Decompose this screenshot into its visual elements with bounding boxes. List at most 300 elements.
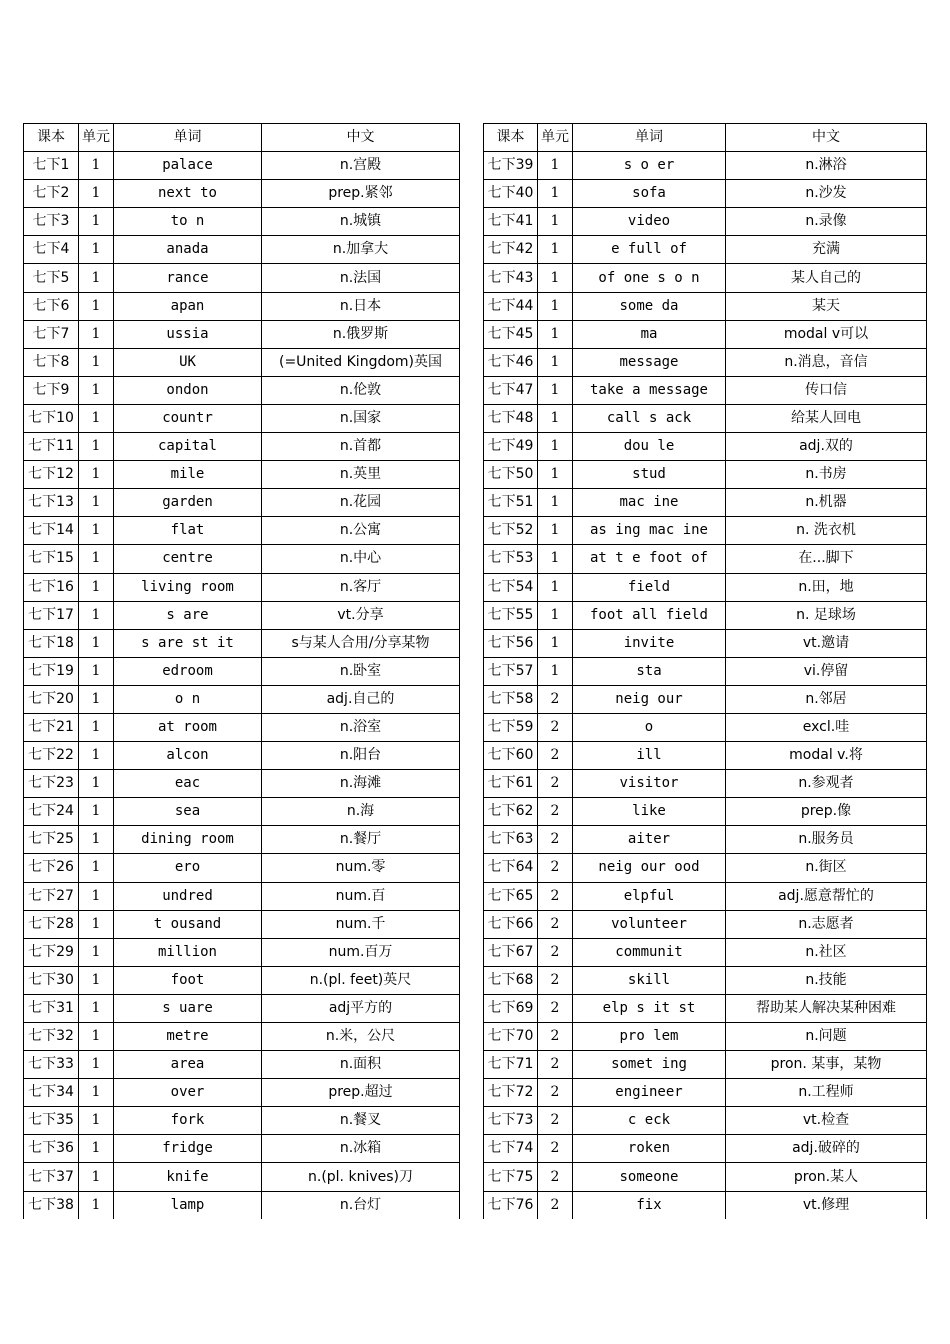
cell-word: foot all field (573, 601, 726, 629)
cell-unit: 2 (538, 713, 573, 741)
cell-unit: 1 (79, 882, 114, 910)
table-row (484, 1107, 927, 1135)
cell-word: e full of (573, 236, 726, 264)
table-row (484, 236, 927, 264)
cell-word: o n (114, 685, 262, 713)
cell-word: ill (573, 742, 726, 770)
cell-chinese: 充满 (726, 236, 927, 264)
cell-unit: 2 (538, 1135, 573, 1163)
cell-chinese: num.百万 (262, 938, 460, 966)
cell-word: neig our (573, 685, 726, 713)
cell-word: ero (114, 854, 262, 882)
cell-book: 七下29 (24, 938, 79, 966)
cell-word: dou le (573, 433, 726, 461)
table-row (24, 1023, 460, 1051)
cell-book: 七下37 (24, 1163, 79, 1191)
table-row (484, 798, 927, 826)
cell-book: 七下19 (24, 657, 79, 685)
cell-chinese: adj.双的 (726, 433, 927, 461)
cell-unit: 1 (538, 433, 573, 461)
cell-chinese: (=United Kingdom)英国 (262, 348, 460, 376)
cell-book: 七下75 (484, 1163, 538, 1191)
cell-book: 七下14 (24, 517, 79, 545)
table-row (484, 264, 927, 292)
cell-book: 七下74 (484, 1135, 538, 1163)
cell-chinese: prep.超过 (262, 1079, 460, 1107)
table-row (484, 152, 927, 180)
cell-unit: 1 (538, 264, 573, 292)
cell-chinese: n.法国 (262, 264, 460, 292)
header-chinese: 中文 (262, 124, 460, 152)
cell-book: 七下52 (484, 517, 538, 545)
cell-chinese: n.阳台 (262, 742, 460, 770)
cell-word: take a message (573, 376, 726, 404)
cell-unit: 1 (538, 601, 573, 629)
table-row (24, 770, 460, 798)
cell-word: lamp (114, 1191, 262, 1219)
cell-unit: 1 (538, 404, 573, 432)
table-row (24, 264, 460, 292)
cell-word: elpful (573, 882, 726, 910)
cell-word: o (573, 713, 726, 741)
cell-unit: 1 (79, 404, 114, 432)
table-row (484, 517, 927, 545)
cell-word: someone (573, 1163, 726, 1191)
cell-chinese: pron. 某事，某物 (726, 1051, 927, 1079)
table-row (24, 152, 460, 180)
cell-chinese: n.技能 (726, 966, 927, 994)
cell-unit: 1 (79, 629, 114, 657)
table-row (24, 1135, 460, 1163)
cell-book: 七下38 (24, 1191, 79, 1219)
cell-book: 七下24 (24, 798, 79, 826)
table-row (24, 1107, 460, 1135)
cell-chinese: n.俄罗斯 (262, 320, 460, 348)
cell-unit: 2 (538, 1191, 573, 1219)
cell-chinese: 某天 (726, 292, 927, 320)
cell-unit: 1 (79, 770, 114, 798)
cell-unit: 1 (79, 292, 114, 320)
cell-chinese: vi.停留 (726, 657, 927, 685)
table-row (484, 208, 927, 236)
cell-chinese: n.淋浴 (726, 152, 927, 180)
cell-chinese: n.问题 (726, 1023, 927, 1051)
cell-chinese: 某人自己的 (726, 264, 927, 292)
cell-book: 七下34 (24, 1079, 79, 1107)
cell-book: 七下41 (484, 208, 538, 236)
cell-chinese: n.沙发 (726, 180, 927, 208)
table-row (484, 573, 927, 601)
cell-word: volunteer (573, 910, 726, 938)
table-row (484, 657, 927, 685)
cell-unit: 2 (538, 798, 573, 826)
cell-word: like (573, 798, 726, 826)
cell-book: 七下43 (484, 264, 538, 292)
cell-word: at room (114, 713, 262, 741)
cell-unit: 1 (538, 657, 573, 685)
cell-unit: 1 (79, 1079, 114, 1107)
cell-unit: 2 (538, 854, 573, 882)
cell-unit: 1 (79, 938, 114, 966)
table-row (484, 742, 927, 770)
cell-unit: 1 (79, 657, 114, 685)
cell-unit: 1 (79, 320, 114, 348)
cell-word: pro lem (573, 1023, 726, 1051)
cell-word: c eck (573, 1107, 726, 1135)
table-row (484, 826, 927, 854)
table-row (24, 966, 460, 994)
cell-chinese: n. 洗衣机 (726, 517, 927, 545)
cell-chinese: n.参观者 (726, 770, 927, 798)
cell-unit: 1 (79, 348, 114, 376)
table-body-right (484, 152, 927, 1219)
cell-unit: 2 (538, 770, 573, 798)
cell-unit: 1 (79, 910, 114, 938)
cell-word: foot (114, 966, 262, 994)
cell-unit: 2 (538, 685, 573, 713)
cell-word: somet ing (573, 1051, 726, 1079)
table-row (484, 320, 927, 348)
cell-word: metre (114, 1023, 262, 1051)
cell-unit: 2 (538, 882, 573, 910)
cell-chinese: n.城镇 (262, 208, 460, 236)
cell-chinese: n.(pl. knives)刀 (262, 1163, 460, 1191)
cell-chinese: n. 足球场 (726, 601, 927, 629)
cell-chinese: n.餐叉 (262, 1107, 460, 1135)
cell-book: 七下13 (24, 489, 79, 517)
cell-book: 七下58 (484, 685, 538, 713)
cell-word: area (114, 1051, 262, 1079)
cell-unit: 1 (79, 517, 114, 545)
cell-chinese: vt.检查 (726, 1107, 927, 1135)
cell-unit: 1 (538, 461, 573, 489)
table-row (24, 910, 460, 938)
cell-book: 七下57 (484, 657, 538, 685)
table-row (24, 1191, 460, 1219)
table-row (484, 1051, 927, 1079)
cell-unit: 1 (79, 742, 114, 770)
cell-unit: 2 (538, 994, 573, 1022)
cell-chinese: modal v可以 (726, 320, 927, 348)
cell-word: visitor (573, 770, 726, 798)
cell-word: of one s o n (573, 264, 726, 292)
cell-unit: 1 (79, 461, 114, 489)
cell-word: ondon (114, 376, 262, 404)
cell-chinese: adj.愿意帮忙的 (726, 882, 927, 910)
cell-unit: 2 (538, 1079, 573, 1107)
cell-word: palace (114, 152, 262, 180)
cell-word: aiter (573, 826, 726, 854)
cell-word: edroom (114, 657, 262, 685)
cell-chinese: n.花园 (262, 489, 460, 517)
cell-unit: 1 (538, 545, 573, 573)
cell-book: 七下18 (24, 629, 79, 657)
table-row (484, 713, 927, 741)
cell-unit: 1 (538, 320, 573, 348)
cell-word: fork (114, 1107, 262, 1135)
cell-chinese: n.冰箱 (262, 1135, 460, 1163)
cell-unit: 1 (79, 1023, 114, 1051)
table-row (24, 292, 460, 320)
table-row (484, 1079, 927, 1107)
cell-unit: 1 (79, 994, 114, 1022)
cell-word: elp s it st (573, 994, 726, 1022)
table-row (24, 854, 460, 882)
cell-unit: 1 (538, 180, 573, 208)
cell-chinese: n.中心 (262, 545, 460, 573)
cell-word: to n (114, 208, 262, 236)
cell-word: centre (114, 545, 262, 573)
table-row (484, 545, 927, 573)
cell-book: 七下71 (484, 1051, 538, 1079)
cell-word: apan (114, 292, 262, 320)
cell-unit: 2 (538, 1107, 573, 1135)
cell-chinese: n.工程师 (726, 1079, 927, 1107)
table-row (24, 601, 460, 629)
cell-book: 七下5 (24, 264, 79, 292)
cell-book: 七下2 (24, 180, 79, 208)
header-word: 单词 (573, 124, 726, 152)
cell-book: 七下54 (484, 573, 538, 601)
cell-chinese: n.田，地 (726, 573, 927, 601)
cell-word: sofa (573, 180, 726, 208)
cell-unit: 1 (79, 489, 114, 517)
cell-book: 七下56 (484, 629, 538, 657)
cell-book: 七下49 (484, 433, 538, 461)
cell-chinese: pron.某人 (726, 1163, 927, 1191)
cell-word: knife (114, 1163, 262, 1191)
cell-chinese: modal v.将 (726, 742, 927, 770)
cell-book: 七下60 (484, 742, 538, 770)
cell-word: mac ine (573, 489, 726, 517)
cell-word: living room (114, 573, 262, 601)
vocab-table-right (483, 123, 927, 1219)
cell-book: 七下1 (24, 152, 79, 180)
cell-word: stud (573, 461, 726, 489)
table-row (24, 994, 460, 1022)
table-row (24, 882, 460, 910)
cell-book: 七下21 (24, 713, 79, 741)
cell-book: 七下6 (24, 292, 79, 320)
table-row (484, 1163, 927, 1191)
table-row (24, 517, 460, 545)
cell-book: 七下22 (24, 742, 79, 770)
cell-unit: 1 (79, 545, 114, 573)
table-row (24, 798, 460, 826)
cell-unit: 1 (538, 348, 573, 376)
cell-book: 七下65 (484, 882, 538, 910)
cell-chinese: vt.修理 (726, 1191, 927, 1219)
table-row (484, 910, 927, 938)
cell-word: invite (573, 629, 726, 657)
cell-unit: 1 (79, 966, 114, 994)
cell-unit: 1 (79, 573, 114, 601)
cell-word: s o er (573, 152, 726, 180)
cell-word: million (114, 938, 262, 966)
table-row (24, 742, 460, 770)
cell-book: 七下4 (24, 236, 79, 264)
cell-chinese: n.街区 (726, 854, 927, 882)
cell-chinese: vt.分享 (262, 601, 460, 629)
header-book: 课本 (24, 124, 79, 152)
table-row (24, 629, 460, 657)
cell-book: 七下66 (484, 910, 538, 938)
cell-unit: 1 (538, 629, 573, 657)
cell-book: 七下69 (484, 994, 538, 1022)
cell-unit: 2 (538, 1051, 573, 1079)
cell-unit: 1 (79, 236, 114, 264)
cell-book: 七下40 (484, 180, 538, 208)
cell-word: next to (114, 180, 262, 208)
cell-book: 七下42 (484, 236, 538, 264)
cell-book: 七下53 (484, 545, 538, 573)
table-row (24, 489, 460, 517)
cell-word: ussia (114, 320, 262, 348)
cell-book: 七下23 (24, 770, 79, 798)
cell-book: 七下27 (24, 882, 79, 910)
table-row (484, 433, 927, 461)
header-chinese: 中文 (726, 124, 927, 152)
cell-chinese: n.录像 (726, 208, 927, 236)
cell-chinese: n.浴室 (262, 713, 460, 741)
table-row (24, 938, 460, 966)
cell-chinese: n.书房 (726, 461, 927, 489)
cell-chinese: n.伦敦 (262, 376, 460, 404)
cell-unit: 1 (538, 573, 573, 601)
table-row (484, 461, 927, 489)
cell-chinese: n.海滩 (262, 770, 460, 798)
table-row (484, 770, 927, 798)
header-row (24, 124, 460, 152)
cell-word: over (114, 1079, 262, 1107)
cell-chinese: adj.自己的 (262, 685, 460, 713)
cell-chinese: num.千 (262, 910, 460, 938)
cell-chinese: n.日本 (262, 292, 460, 320)
table-row (24, 180, 460, 208)
cell-book: 七下48 (484, 404, 538, 432)
cell-unit: 1 (79, 1163, 114, 1191)
cell-unit: 1 (79, 152, 114, 180)
cell-chinese: n.机器 (726, 489, 927, 517)
cell-book: 七下28 (24, 910, 79, 938)
cell-chinese: adj.破碎的 (726, 1135, 927, 1163)
cell-chinese: n.宫殿 (262, 152, 460, 180)
table-row (24, 713, 460, 741)
cell-word: alcon (114, 742, 262, 770)
table-row (24, 573, 460, 601)
cell-unit: 2 (538, 938, 573, 966)
cell-chinese: n.加拿大 (262, 236, 460, 264)
cell-book: 七下33 (24, 1051, 79, 1079)
cell-chinese: num.零 (262, 854, 460, 882)
header-unit: 单元 (538, 124, 573, 152)
cell-chinese: vt.邀请 (726, 629, 927, 657)
cell-chinese: n.客厅 (262, 573, 460, 601)
table-row (24, 545, 460, 573)
cell-word: dining room (114, 826, 262, 854)
cell-chinese: prep.紧邻 (262, 180, 460, 208)
cell-word: call s ack (573, 404, 726, 432)
cell-chinese: excl.哇 (726, 713, 927, 741)
cell-word: undred (114, 882, 262, 910)
table-row (484, 938, 927, 966)
cell-book: 七下17 (24, 601, 79, 629)
cell-unit: 1 (79, 1191, 114, 1219)
cell-unit: 1 (538, 489, 573, 517)
cell-word: countr (114, 404, 262, 432)
cell-book: 七下76 (484, 1191, 538, 1219)
cell-unit: 1 (538, 517, 573, 545)
cell-book: 七下59 (484, 713, 538, 741)
cell-unit: 2 (538, 1163, 573, 1191)
cell-unit: 1 (79, 180, 114, 208)
cell-book: 七下55 (484, 601, 538, 629)
table-body-left (24, 152, 460, 1219)
cell-chinese: n.消息，音信 (726, 348, 927, 376)
cell-book: 七下11 (24, 433, 79, 461)
cell-chinese: n.海 (262, 798, 460, 826)
cell-book: 七下12 (24, 461, 79, 489)
table-row (484, 854, 927, 882)
table-row (24, 208, 460, 236)
cell-word: communit (573, 938, 726, 966)
cell-word: field (573, 573, 726, 601)
cell-book: 七下63 (484, 826, 538, 854)
table-row (24, 461, 460, 489)
cell-chinese: n.志愿者 (726, 910, 927, 938)
cell-unit: 1 (538, 292, 573, 320)
header-word: 单词 (114, 124, 262, 152)
cell-book: 七下20 (24, 685, 79, 713)
cell-chinese: n.首都 (262, 433, 460, 461)
cell-chinese: n.国家 (262, 404, 460, 432)
cell-word: sta (573, 657, 726, 685)
cell-book: 七下45 (484, 320, 538, 348)
cell-unit: 2 (538, 966, 573, 994)
cell-word: sea (114, 798, 262, 826)
table-row (24, 1051, 460, 1079)
cell-chinese: num.百 (262, 882, 460, 910)
cell-unit: 1 (79, 208, 114, 236)
cell-book: 七下30 (24, 966, 79, 994)
cell-word: at t e foot of (573, 545, 726, 573)
cell-unit: 1 (538, 236, 573, 264)
cell-word: eac (114, 770, 262, 798)
cell-unit: 1 (79, 826, 114, 854)
vocab-table-left (23, 123, 460, 1219)
table-row (484, 376, 927, 404)
cell-chinese: 帮助某人解决某种困难 (726, 994, 927, 1022)
cell-chinese: n.英里 (262, 461, 460, 489)
table-row (24, 236, 460, 264)
cell-book: 七下44 (484, 292, 538, 320)
cell-chinese: 给某人回电 (726, 404, 927, 432)
cell-chinese: n.台灯 (262, 1191, 460, 1219)
cell-chinese: s与某人合用/分享某物 (262, 629, 460, 657)
cell-book: 七下7 (24, 320, 79, 348)
table-row (24, 1079, 460, 1107)
cell-unit: 1 (538, 208, 573, 236)
table-row (24, 433, 460, 461)
table-row (484, 1191, 927, 1219)
cell-unit: 1 (79, 713, 114, 741)
table-row (484, 180, 927, 208)
cell-book: 七下47 (484, 376, 538, 404)
cell-unit: 1 (79, 798, 114, 826)
cell-unit: 2 (538, 1023, 573, 1051)
cell-word: capital (114, 433, 262, 461)
cell-chinese: 在...脚下 (726, 545, 927, 573)
